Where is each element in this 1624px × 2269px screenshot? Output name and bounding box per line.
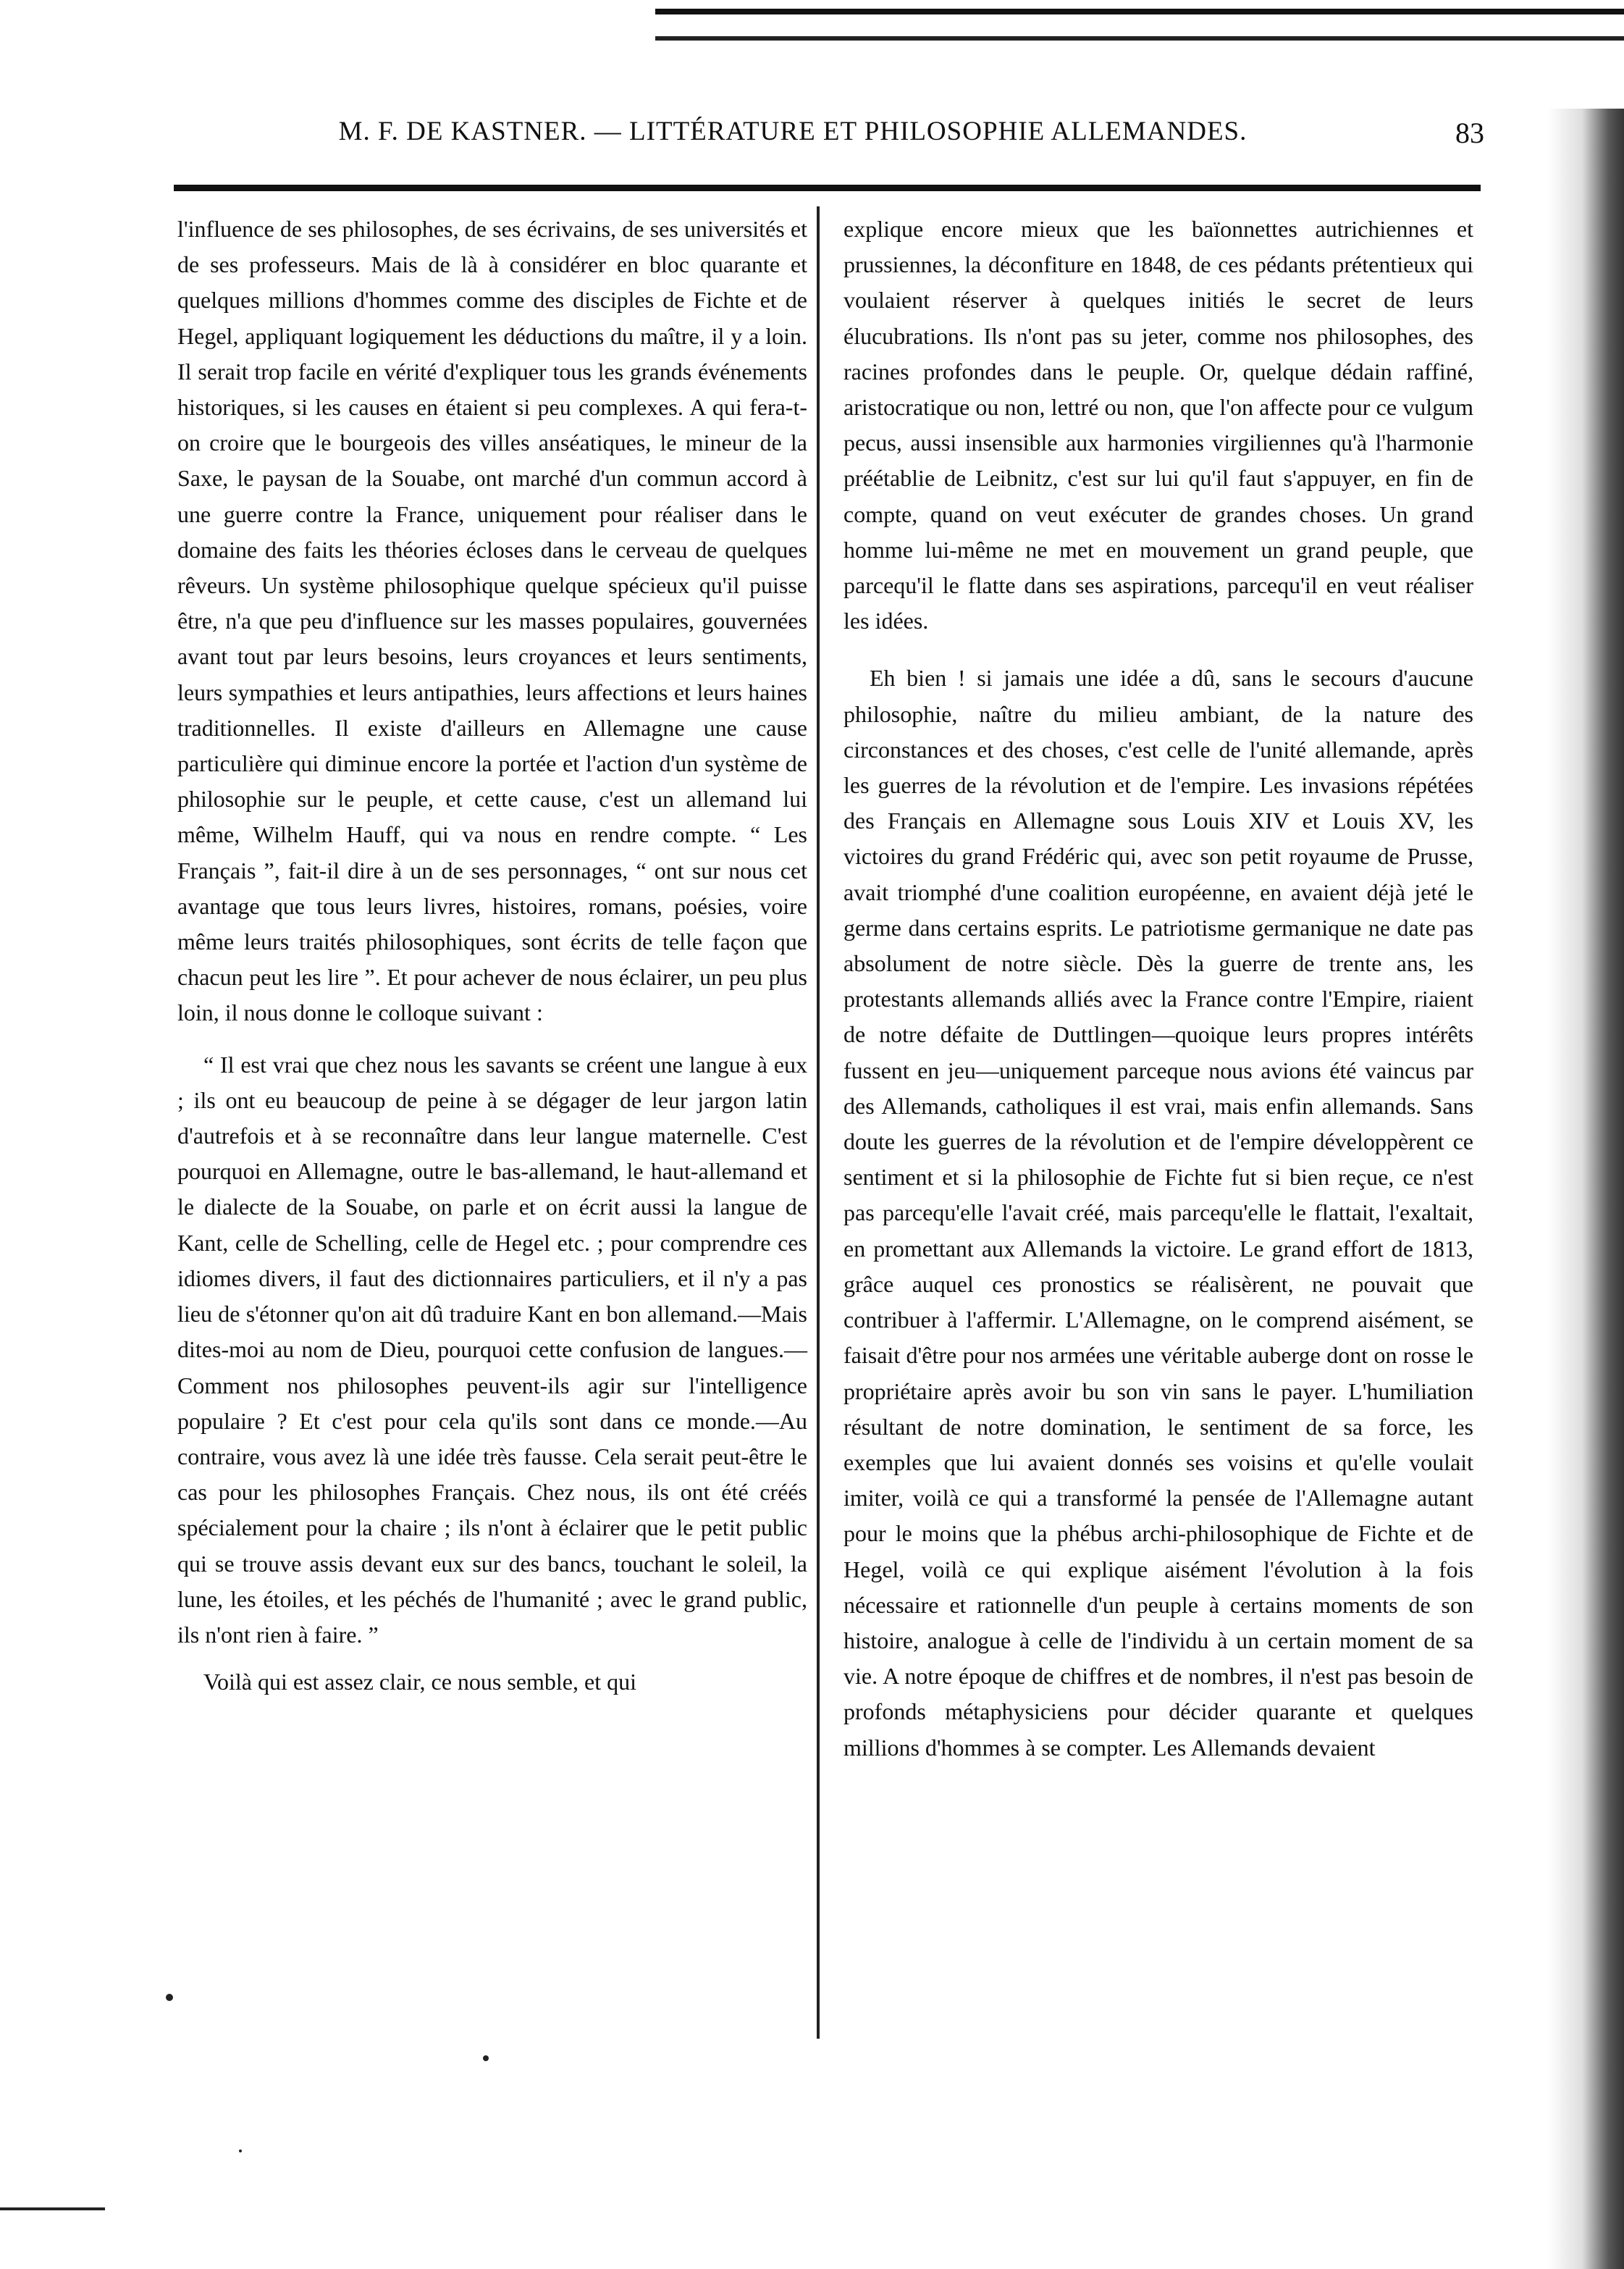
paragraph-continued: l'influence de ses philosophes, de ses écrivains, de ses universités et de ses professeurs. Mais de là à considérer en bloc quarante et quelques millions d'hommes comme des disciples de Fichte et de Hegel, appliquant logiquement les déductions du maître, il y a loin. Il serait trop facile en vérité d'expliquer tous les grands événements historiques, si les causes en étaient si peu complexes. A qui fera-t-on croire que le bourgeois des villes anséatiques, le mineur de la Saxe, le paysan de la Souabe, ont marché d'un commun accord à une guerre contre la France, uniquement pour réaliser dans le domaine des faits les théories écloses dans le cerveau de quelques rêveurs. Un système philosophique quelque spécieux qu'il puisse être, n'a que peu d'influence sur les masses populaires, gouvernées avant tout par leurs besoins, leurs croyances et leurs sentiments, leurs sympathies et leurs antipathies, leurs affections et leurs haines traditionnelles. Il existe d'ailleurs en Allemagne une cause particulière qui diminue encore la portée et l'action d'un système de philosophie sur le peuple, et cette cause, c'est un allemand lui même, Wilhelm Hauff, qui va nous en rendre compte. “ Les Français ”, fait-il dire à un de ses personnages, “ ont sur nous cet avantage que tous leurs livres, histoires, romans, poésies, voire même leurs traités philosophiques, sont écrits de telle façon que chacun peut les lire ”. Et pour achever de nous éclairer, un peu plus loin, il nous donne le colloque suivant :: [177, 216, 807, 1026]
top-border-rule-lower: [655, 36, 1624, 41]
header-rule: [174, 185, 1481, 191]
paragraph-closing: Voilà qui est assez clair, ce nous semble, et qui: [203, 1669, 636, 1695]
page-number: 83: [1455, 117, 1484, 149]
paragraph-unity: Eh bien ! si jamais une idée a dû, sans le secours d'aucune philosophie, naître du milieu ambiant, de la nature des circonstances et des choses, c'est celle de l'unité allemande, après les guerres de la révolution et de l'empire. Les invasions répétées des Français en Allemagne sous Louis XIV et Louis XV, les victoires du grand Frédéric qui, avec son petit royaume de Prusse, avait triomphé d'une coalition européenne, en avaient déjà jeté le germe dans certains esprits. Le patriotisme germanique ne date pas absolument de notre siècle. Dès la guerre de trente ans, les protestants allemands alliés avec la France contre l'Empire, riaient de notre défaite de Duttlingen—quoique leurs propres intérêts fussent en jeu—uniquement parceque nous avions été vaincus par des Allemands, catholiques il est vrai, mais enfin allemands. Sans doute les guerres de la révolution et de l'empire développèrent ce sentiment et si la philosophie de Fichte fut si bien reçue, ce n'est pas parcequ'elle l'avait créé, mais parcequ'elle le flattait, l'exaltait, en promettant aux Allemands la victoire. Le grand effort de 1813, grâce auquel ces pronostics se réalisèrent, ne pouvait que contribuer à l'affermir. L'Allemagne, on le comprend aisément, se faisait d'être pour nos armées une véritable auberge dont on rosse le propriétaire après avoir bu son vin sans le payer. L'humiliation résultant de notre domination, le sentiment de sa force, les exemples que lui avaient donnés ses voisins et qu'elle voulait imiter, voilà ce qui a transformé la pensée de l'Allemagne autant pour le moins que la phébus archi-philosophique de Fichte et de Hegel, voilà ce qui explique aisément l'évolution à la fois nécessaire et rationnelle d'un peuple à certains moments de son histoire, analogue à celle de l'individu à un certain moment de sa vie. A notre époque de chiffres et de nombres, il n'est pas besoin de profonds métaphysiciens pour décider quarante et quelques millions d'hommes à se compter. Les Allemands devaient: [843, 665, 1473, 1761]
ink-speck: [483, 2055, 489, 2061]
quoted-dialogue: “ Il est vrai que chez nous les savants se créent une langue à eux ; ils ont eu beaucoup de peine à se dégager de leur jargon latin d'autrefois et à se reconnaître dans leur langue maternelle. C'est pourquoi en Allemagne, outre le bas-allemand, le haut-allemand et le dialecte de la Souabe, on parle et on écrit aussi la langue de Kant, celle de Schelling, celle de Hegel etc. ; pour comprendre ces idiomes divers, il faut des dictionnaires particuliers, et il n'y a pas lieu de s'étonner qu'on ait dû traduire Kant en bon allemand.—Mais dites-moi au nom de Dieu, pourquoi cette confusion de langues.—Comment nos philosophes peuvent-ils agir sur l'intelligence populaire ? Et c'est pour cela qu'ils sont dans ce monde.—Au contraire, vous avez là une idée très fausse. Cela serait peut-être le cas pour les philosophes Français. Chez nous, ils ont été créés spécialement pour la chaire ; ils n'ont à éclairer que le petit public qui se trouve assis devant eux sur des bancs, touchant le soleil, la lune, les étoiles, et les péchés de l'humanité ; avec le grand public, ils n'ont rien à faire. ”: [177, 1051, 807, 1648]
scan-edge-shadow: [1548, 109, 1624, 2269]
ink-speck: [239, 2150, 242, 2152]
top-border-rule: [655, 9, 1624, 14]
right-column: [843, 211, 1473, 1766]
paragraph-continued: explique encore mieux que les baïonnettes autrichiennes et prussiennes, la déconfiture en 1848, de ces pédants prétentieux qui voulaient réserver à quelques initiés le secret de leurs élucubrations. Ils n'ont pas su jeter, comme nos philosophes, des racines profondes dans le peuple. Or, quelque dédain raffiné, aristocratique ou non, lettré ou non, que l'on affecte pour ce vulgum pecus, aussi insensible aux harmonies virgiliennes qu'à l'harmonie préétablie de Leibnitz, c'est sur lui qu'il faut s'appuyer, en fin de compte, quand on veut exécuter de grandes choses. Un grand homme lui-même ne met en mouvement un grand peuple, que parcequ'il le flatte dans ses aspirations, parcequ'il en veut réaliser les idées.: [843, 216, 1473, 634]
left-column: [177, 211, 807, 1700]
running-title: M. F. DE KASTNER. — LITTÉRATURE ET PHILOSOPHIE ALLEMANDES.: [338, 117, 1248, 146]
ink-speck: [166, 1994, 173, 2001]
scan-mark: [0, 2207, 105, 2210]
column-divider: [817, 206, 820, 2039]
